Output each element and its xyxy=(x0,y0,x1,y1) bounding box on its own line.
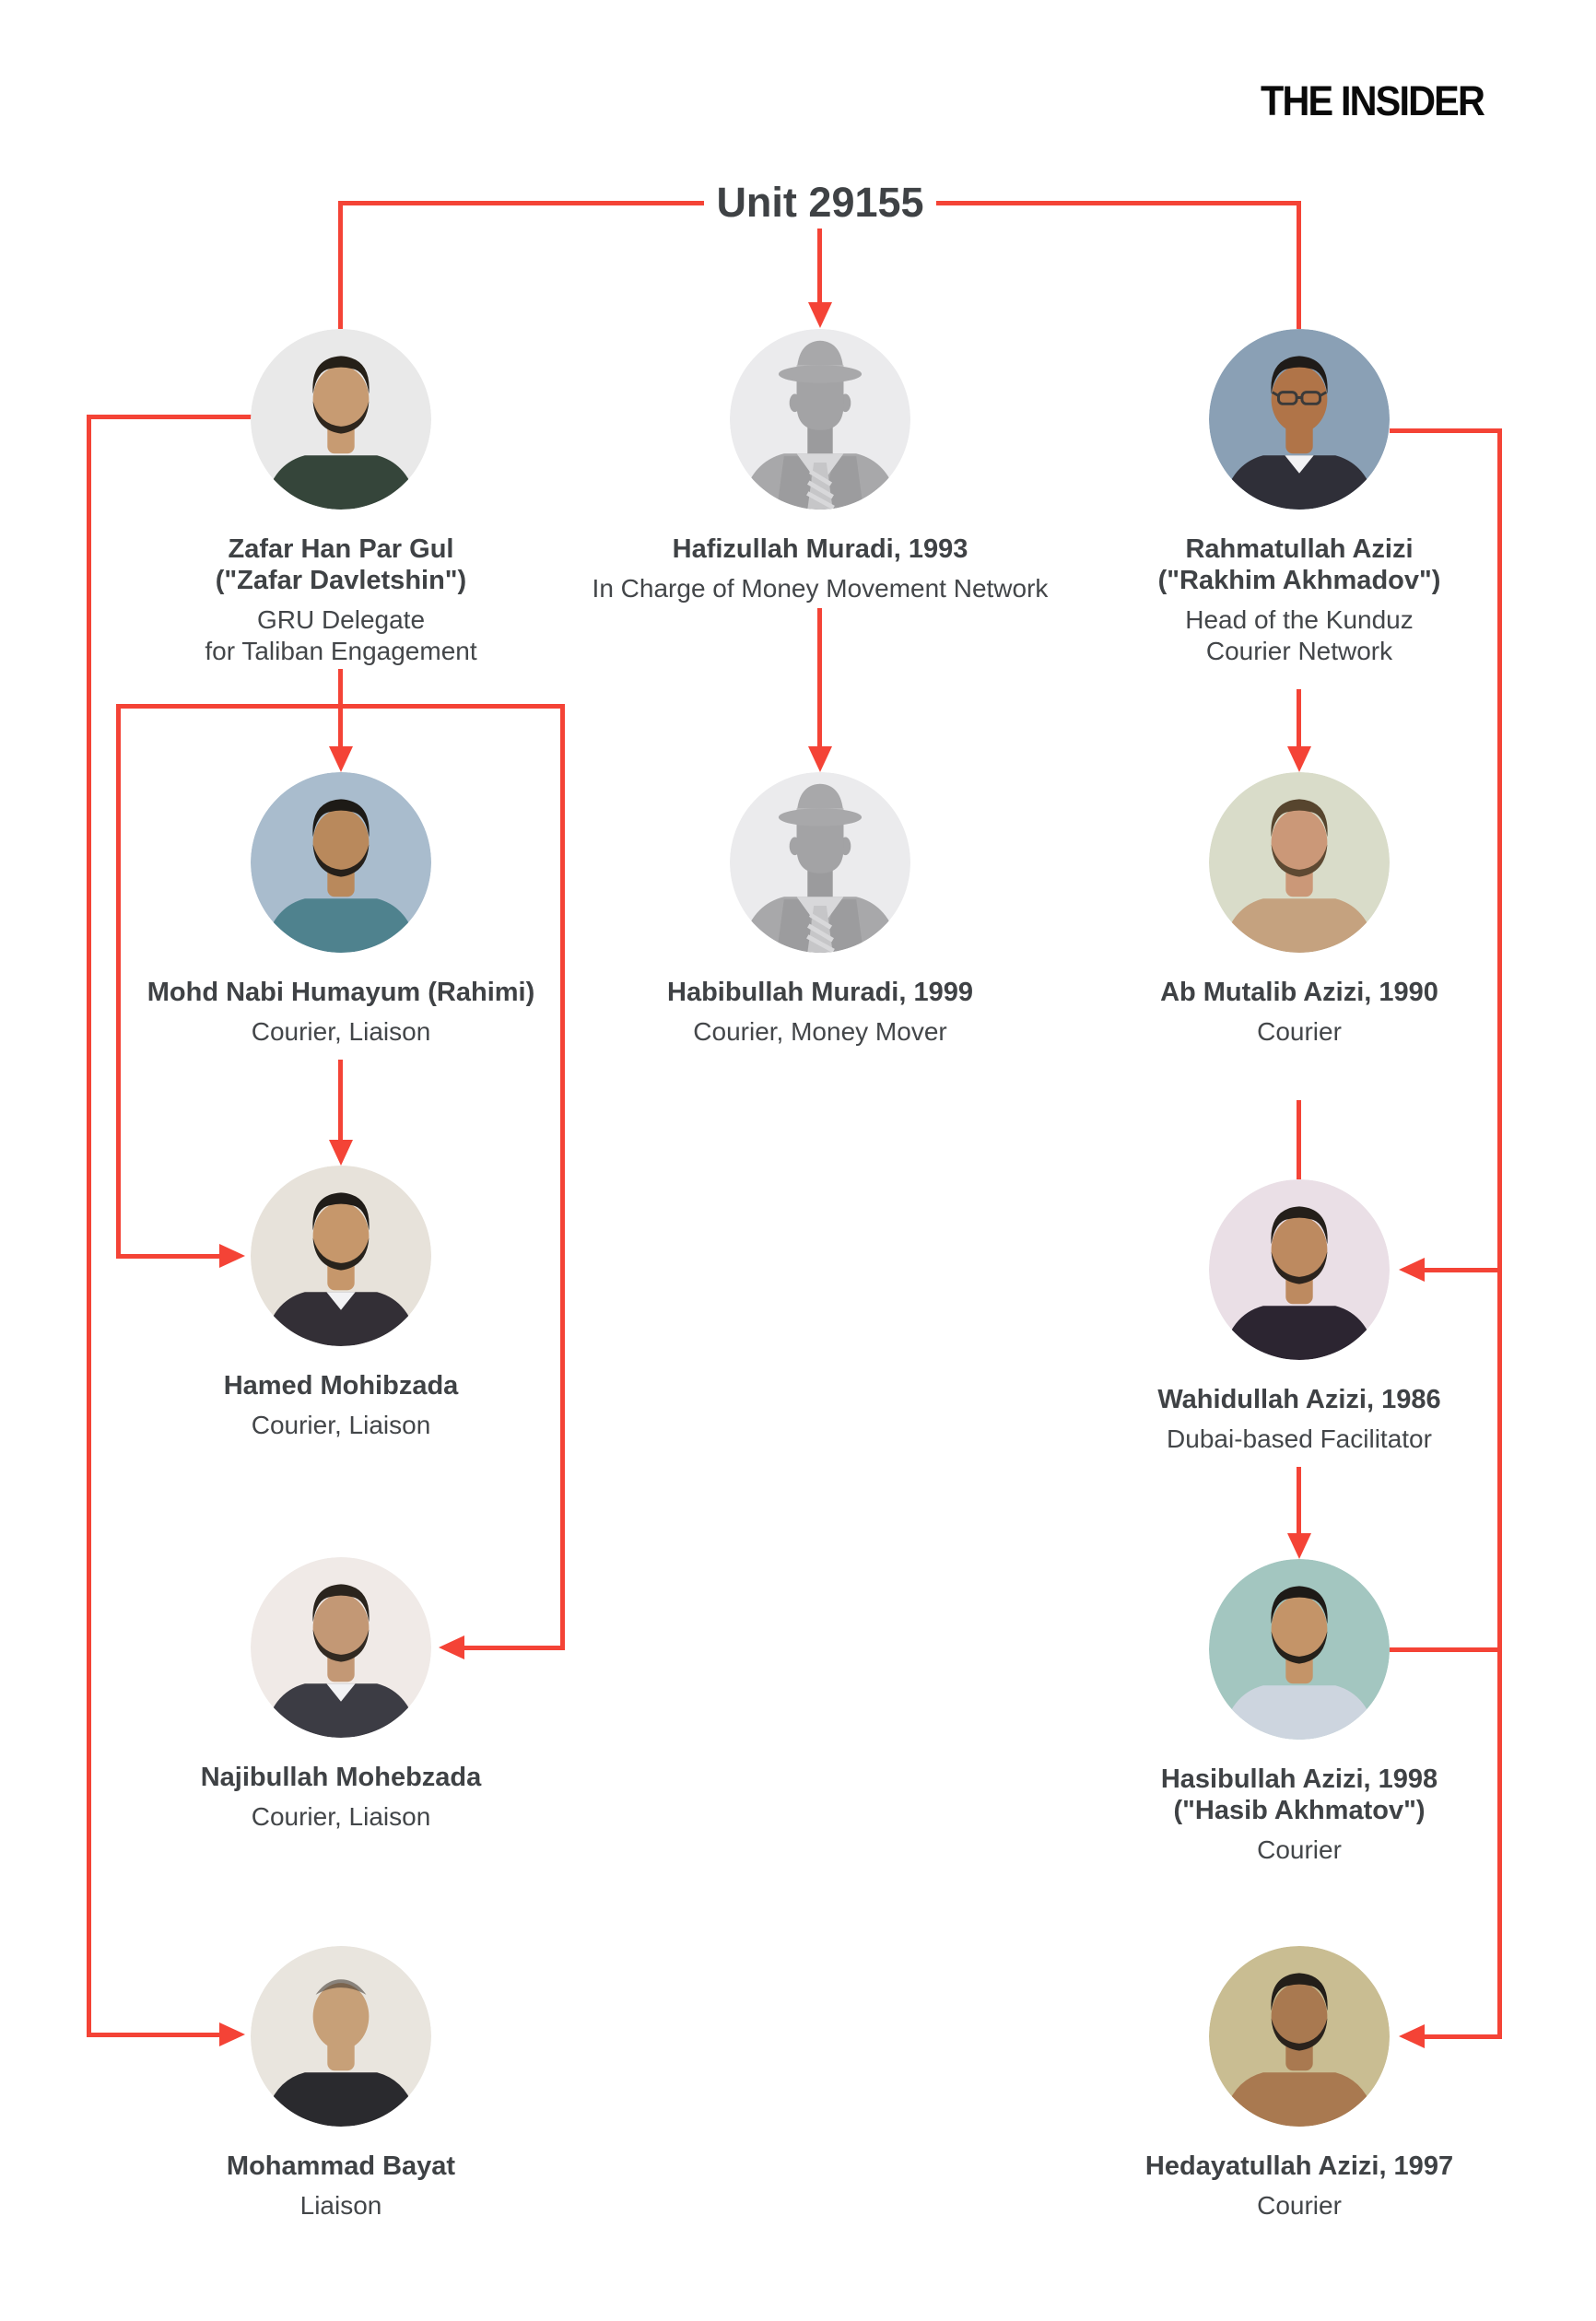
connector-zafar-stem-v xyxy=(338,669,343,708)
person-name-line: ("Rakhim Akhmadov") xyxy=(1157,566,1441,595)
arrowhead-into-hamed-from-mohd xyxy=(329,1140,353,1166)
connector-mohd-to-hamed-v xyxy=(338,1060,343,1140)
person-card-abmutalib xyxy=(1060,772,1539,1048)
person-name-line: Ab Mutalib Azizi, 1990 xyxy=(1160,978,1438,1007)
person-role xyxy=(1060,1424,1539,1455)
person-role xyxy=(1060,1016,1539,1048)
person-card-hasibullah xyxy=(1060,1559,1539,1866)
arrowhead-into-mohd xyxy=(329,746,353,772)
arrowhead-into-abmutalib xyxy=(1287,746,1311,772)
person-name-line: Hasibullah Azizi, 1998 xyxy=(1160,1764,1438,1794)
person-name xyxy=(1060,977,1539,1008)
person-role xyxy=(581,573,1060,604)
connector-unit-to-rahmatullah-h xyxy=(936,201,1301,205)
person-name-line: Hafizullah Muradi, 1993 xyxy=(672,534,968,564)
person-card-hedayatullah xyxy=(1060,1946,1539,2221)
person-role-line: Courier, Liaison xyxy=(251,1802,431,1831)
avatar-photo-hasibullah xyxy=(1209,1559,1390,1740)
avatar-photo-hafizullah xyxy=(730,329,910,510)
person-name xyxy=(581,977,1060,1008)
connector-hafizullah-to-habibullah-v xyxy=(817,608,822,746)
person-name-line: Habibullah Muradi, 1999 xyxy=(667,978,973,1007)
person-card-habibullah xyxy=(581,772,1060,1048)
person-role xyxy=(101,1410,581,1441)
person-name-line: Hamed Mohibzada xyxy=(223,1371,459,1401)
person-role-line: In Charge of Money Movement Network xyxy=(592,574,1049,603)
avatar-photo-najibullah xyxy=(251,1557,431,1738)
person-role-line: Dubai-based Facilitator xyxy=(1167,1424,1432,1453)
person-card-najibullah xyxy=(101,1557,581,1833)
person-name-line: ("Hasib Akhmatov") xyxy=(1173,1796,1426,1825)
person-name xyxy=(101,533,581,596)
person-name-line: Zafar Han Par Gul xyxy=(228,534,454,564)
avatar-photo-rahmatullah xyxy=(1209,329,1390,510)
person-role-line: Courier, Money Mover xyxy=(693,1017,947,1046)
connector-unit-to-zafar-h xyxy=(339,201,704,205)
person-role xyxy=(101,2190,581,2221)
person-role-line: GRU Delegate xyxy=(256,605,426,634)
person-role-line: Courier xyxy=(1257,1017,1342,1046)
avatar-photo-zafar xyxy=(251,329,431,510)
person-role-line: Courier Network xyxy=(1205,637,1393,665)
person-role-line: Head of the Kunduz xyxy=(1185,605,1414,634)
person-role-line: for Taliban Engagement xyxy=(205,637,477,665)
person-name-line: Rahmatullah Azizi xyxy=(1185,534,1414,564)
avatar-photo-hedayatullah xyxy=(1209,1946,1390,2127)
connector-unit-to-hafizullah-v xyxy=(817,229,822,304)
person-card-mohd xyxy=(101,772,581,1048)
person-role xyxy=(101,1016,581,1048)
person-name-line: Hedayatullah Azizi, 1997 xyxy=(1144,2151,1454,2181)
person-role-line: Liaison xyxy=(299,2191,382,2220)
person-role xyxy=(101,1801,581,1833)
person-role xyxy=(101,604,581,667)
person-name-line: Najibullah Mohebzada xyxy=(200,1763,482,1792)
person-role xyxy=(1060,604,1539,667)
person-name xyxy=(1060,1384,1539,1415)
person-role-line: Courier xyxy=(1257,2191,1342,2220)
person-name xyxy=(101,1370,581,1401)
connector-zafar-to-bayat-v xyxy=(87,415,91,2036)
connector-unit-to-rahmatullah-v xyxy=(1297,201,1301,329)
person-name-line: Mohammad Bayat xyxy=(226,2151,456,2181)
person-name xyxy=(1060,1764,1539,1826)
person-name xyxy=(1060,2151,1539,2182)
person-name xyxy=(101,2151,581,2182)
arrowhead-into-hasibullah xyxy=(1287,1533,1311,1559)
connector-abmutalib-to-wahidullah-v xyxy=(1297,1100,1301,1179)
arrowhead-into-habibullah xyxy=(808,746,832,772)
avatar-photo-bayat xyxy=(251,1946,431,2127)
avatar-photo-abmutalib xyxy=(1209,772,1390,953)
chart-title: Unit 29155 xyxy=(716,179,924,226)
person-name-line: ("Zafar Davletshin") xyxy=(215,566,467,595)
person-name xyxy=(581,533,1060,565)
person-card-rahmatullah xyxy=(1060,329,1539,667)
avatar-photo-wahidullah xyxy=(1209,1179,1390,1360)
person-role-line: Courier, Liaison xyxy=(251,1017,431,1046)
person-role-line: Courier, Liaison xyxy=(251,1411,431,1439)
person-name xyxy=(101,977,581,1008)
connector-unit-to-zafar-v xyxy=(338,201,343,329)
person-card-bayat xyxy=(101,1946,581,2221)
person-name xyxy=(1060,533,1539,596)
person-card-hafizullah xyxy=(581,329,1060,604)
connector-rahmatullah-to-abmutalib-v xyxy=(1297,689,1301,746)
the-insider-logo: THE INSIDER xyxy=(1261,77,1484,124)
person-role xyxy=(581,1016,1060,1048)
avatar-photo-mohd xyxy=(251,772,431,953)
person-role xyxy=(1060,1835,1539,1866)
person-role xyxy=(1060,2190,1539,2221)
person-name-line: Mohd Nabi Humayum (Rahimi) xyxy=(147,978,535,1007)
avatar-photo-hamed xyxy=(251,1166,431,1346)
person-name xyxy=(101,1762,581,1793)
connector-bracket-to-mohd-v xyxy=(338,704,343,746)
arrowhead-into-hafizullah xyxy=(808,302,832,328)
person-card-wahidullah xyxy=(1060,1179,1539,1455)
person-card-zafar xyxy=(101,329,581,667)
avatar-photo-habibullah xyxy=(730,772,910,953)
connector-wahidullah-to-hasibullah-v xyxy=(1297,1467,1301,1533)
person-name-line: Wahidullah Azizi, 1986 xyxy=(1157,1385,1441,1414)
person-role-line: Courier xyxy=(1257,1835,1342,1864)
person-card-hamed xyxy=(101,1166,581,1441)
